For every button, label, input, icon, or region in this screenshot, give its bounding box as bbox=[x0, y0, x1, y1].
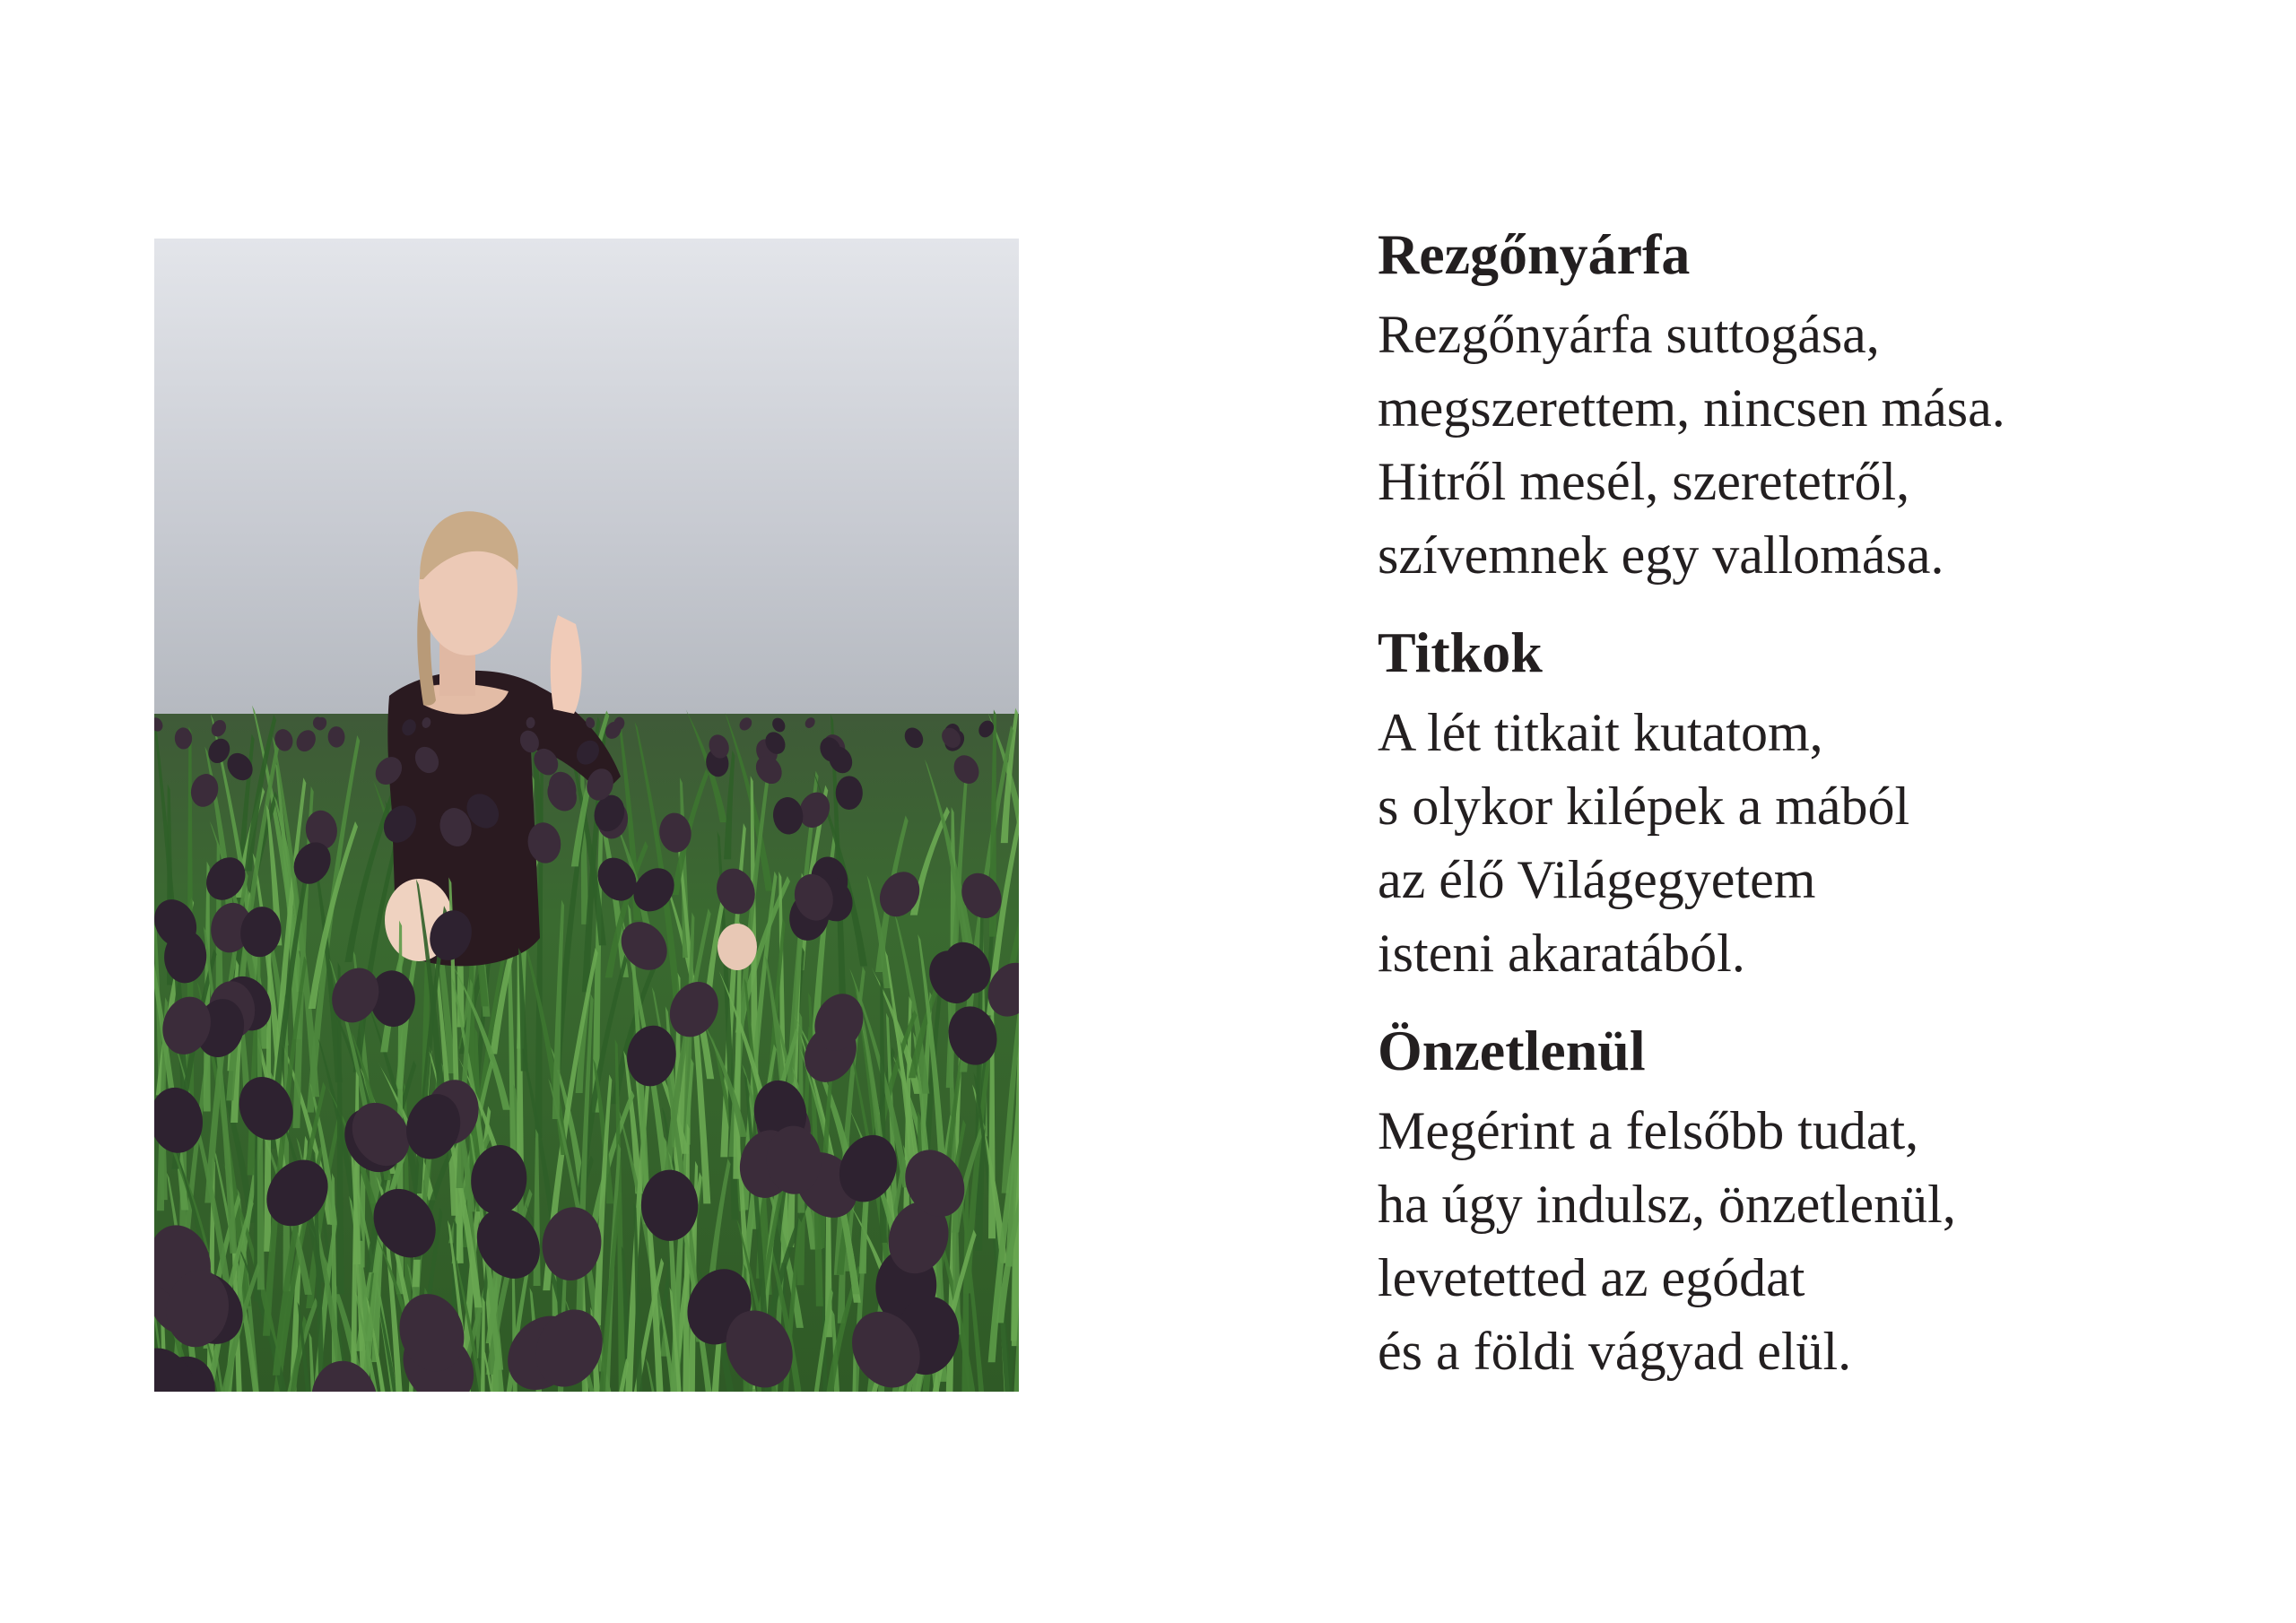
poem-line: az élő Világegyetem bbox=[1378, 850, 1816, 909]
poem-line: levetetted az egódat bbox=[1378, 1248, 1805, 1307]
poem-line: isteni akaratából. bbox=[1378, 924, 1745, 983]
poem-body bbox=[1378, 1094, 2239, 1388]
sky bbox=[154, 239, 1019, 723]
poem-line: szívemnek egy vallomása. bbox=[1378, 525, 1944, 585]
poem-body bbox=[1378, 298, 2239, 592]
poem-line: A lét titkait kutatom, bbox=[1378, 703, 1823, 762]
poem-title: Önzetlenül bbox=[1378, 1019, 1646, 1082]
poem-body bbox=[1378, 696, 2239, 990]
woman-in-flower-meadow-image bbox=[154, 239, 1019, 1392]
poem-line: megszerettem, nincsen mása. bbox=[1378, 378, 2005, 438]
poem-line: Hitről mesél, szeretetről, bbox=[1378, 452, 1910, 511]
poem-line: és a földi vágyad elül. bbox=[1378, 1322, 1852, 1381]
fritillary-flower bbox=[836, 776, 863, 810]
poem-titkok bbox=[1378, 617, 2239, 990]
poem-title: Rezgőnyárfa bbox=[1378, 222, 1691, 286]
poems-column bbox=[1378, 219, 2239, 1413]
meadow-photo bbox=[154, 239, 1019, 1392]
poem-rezgonyarfa bbox=[1378, 219, 2239, 592]
poem-title: Titkok bbox=[1378, 621, 1543, 684]
poem-line: ha úgy indulsz, önzetlenül, bbox=[1378, 1175, 1956, 1234]
poem-line: Megérint a felsőbb tudat, bbox=[1378, 1101, 1919, 1160]
poem-line: Rezgőnyárfa suttogása, bbox=[1378, 305, 1880, 364]
poem-onzetlenul bbox=[1378, 1015, 2239, 1388]
fritillary-flower bbox=[313, 717, 323, 729]
poem-line: s olykor kilépek a mából bbox=[1378, 777, 1910, 836]
